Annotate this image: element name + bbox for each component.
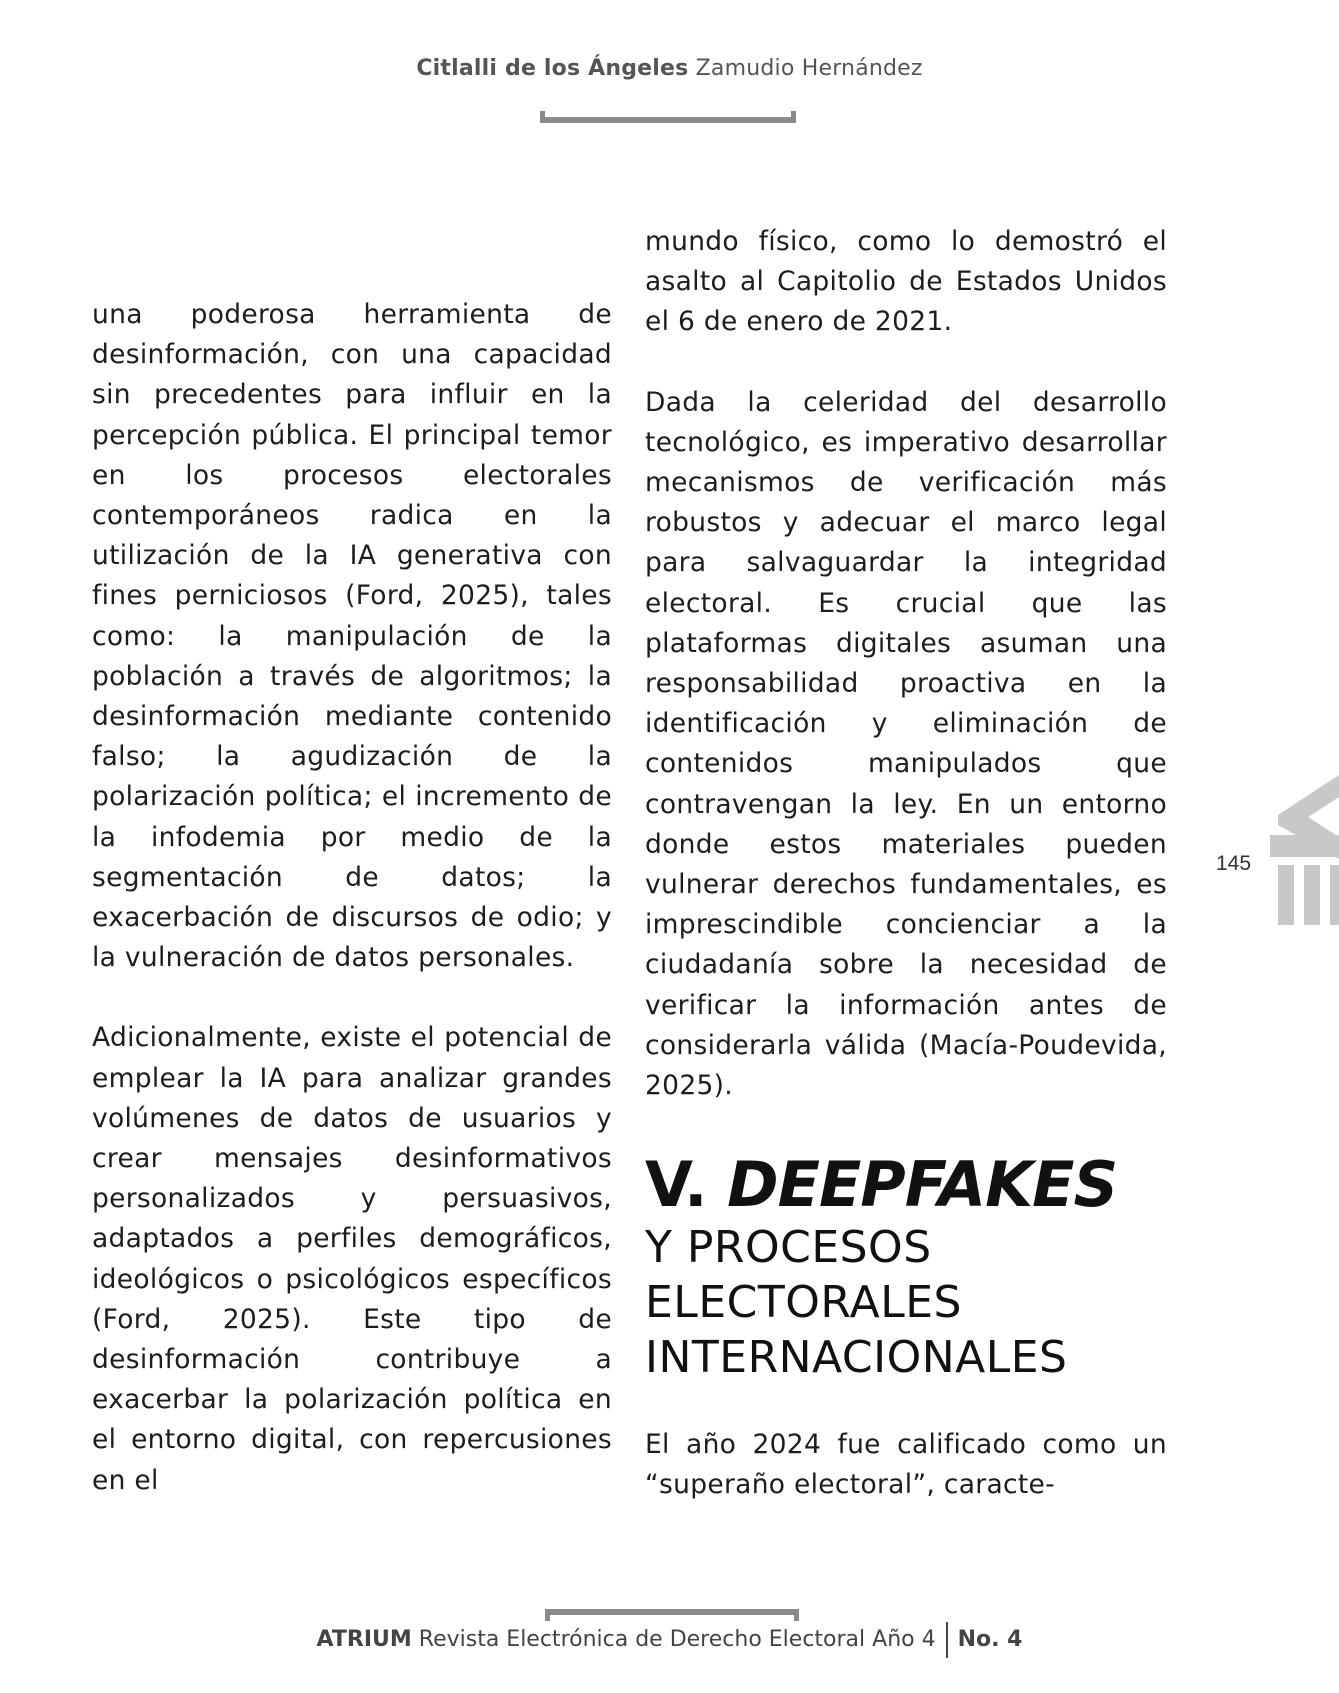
paragraph: Adicionalmente, existe el potencial de emplear la IA para analizar grandes volúmenes de datos de usuarios y crear mensajes desinformativos personalizados y persuasivos, adaptados a perfiles demográficos, ideológicos o psicológicos específicos (Ford, 2025). Este tipo de desinformación contribuye a exacerbar la polarización política en el entorno digital, con repercusiones en el bbox=[92, 1022, 612, 1496]
journal-issue: No. 4 bbox=[957, 1627, 1023, 1652]
section-subtitle-line: Y PROCESOS bbox=[645, 1222, 932, 1274]
running-footer bbox=[0, 1622, 1339, 1658]
page-number: 145 bbox=[1216, 852, 1252, 875]
journal-name: ATRIUM bbox=[316, 1627, 412, 1652]
section-number: V. bbox=[645, 1148, 707, 1222]
author-surnames: Zamudio Hernández bbox=[695, 56, 923, 81]
journal-subtitle: Revista Electrónica de Derecho Electoral bbox=[418, 1627, 866, 1652]
left-column bbox=[92, 295, 612, 1501]
footer-divider bbox=[545, 1609, 799, 1615]
paragraph: mundo físico, como lo demostró el asalto al Capitolio de Estados Unidos el 6 de enero de 2021. bbox=[645, 226, 1167, 338]
paragraph: Dada la celeridad del desarrollo tecnológico, es imperativo desarrollar mecanismos de verificación más robustos y adecuar el marco legal para salvaguardar la integridad electoral. Es crucial que las plataformas digitales asuman una responsabilidad proactiva en la identificación y eliminación de contenidos manipulados que contravengan la ley. En un entorno donde estos materiales pueden vulnerar derechos fundamentales, es imprescindible concienciar a la ciudadanía sobre la necesidad de verificar la información antes de considerarla válida (Macía-Poudevida, 2025). bbox=[645, 386, 1167, 1102]
footer-separator bbox=[946, 1622, 948, 1658]
running-header bbox=[0, 56, 1339, 81]
right-column bbox=[645, 222, 1167, 1506]
section-keyword: DEEPFAKES bbox=[727, 1148, 1118, 1222]
header-divider bbox=[540, 117, 796, 123]
paragraph: El año 2024 fue calificado como un “superaño electoral”, caracte- bbox=[645, 1429, 1167, 1501]
section-subtitle-line: INTERNACIONALES bbox=[645, 1332, 1068, 1384]
journal-logo-icon bbox=[1270, 775, 1339, 925]
paragraph: una poderosa herramienta de desinformación, con una capacidad sin precedentes para influir en la percepción pública. El principal temor en los procesos electorales contemporáneos radica en la utilización de la IA generativa con fines perniciosos (Ford, 2025), tales como: la manipulación de la población a través de algoritmos; la desinformación mediante contenido falso; la agudización de la polarización política; el incremento de la infodemia por medio de la segmentación de datos; la exacerbación de discursos de odio; y la vulneración de datos personales. bbox=[92, 299, 612, 974]
section-title bbox=[645, 1150, 1167, 1220]
journal-year: Año 4 bbox=[872, 1627, 936, 1652]
section-heading bbox=[645, 1150, 1167, 1385]
author-first-names: Citlalli de los Ángeles bbox=[416, 56, 689, 81]
section-subtitle-line: ELECTORALES bbox=[645, 1277, 962, 1329]
